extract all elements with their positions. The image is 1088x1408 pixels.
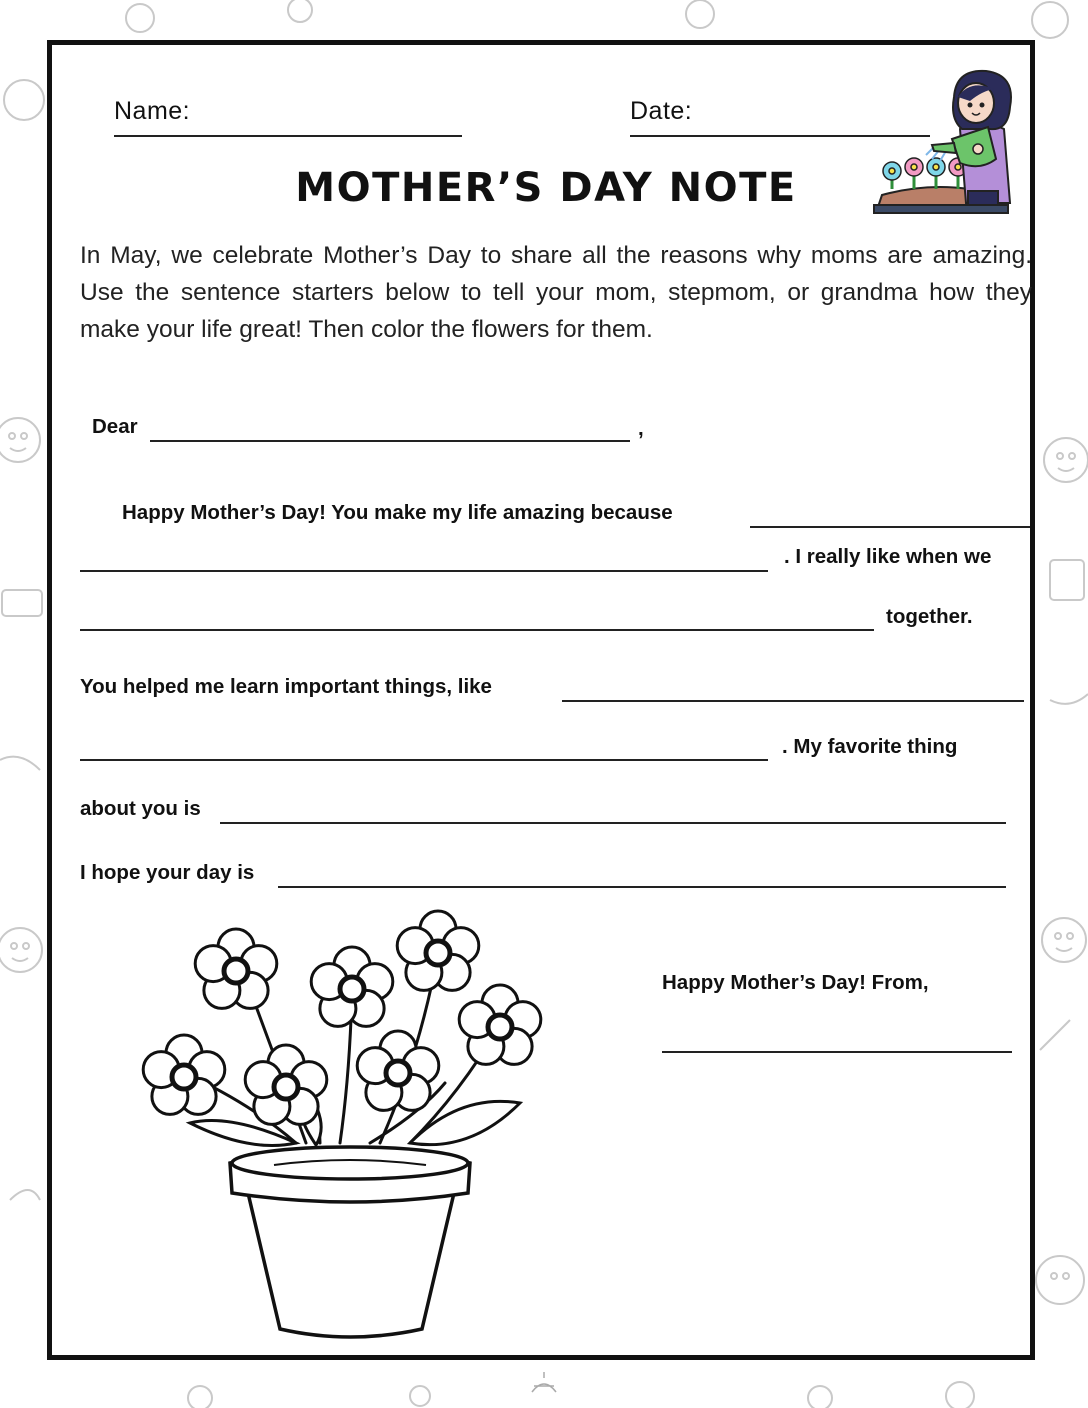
dear-comma: ,	[638, 417, 644, 440]
name-label: Name:	[114, 97, 191, 125]
amazing-because-label: Happy Mother’s Day! You make my life amazing because	[122, 501, 673, 524]
intro-paragraph: In May, we celebrate Mother’s Day to share all the reasons why moms are amazing. Use the sentence starters below to tell your mom, stepmom, or grandma how they make your life great! Then color the flowers for them.	[80, 242, 1032, 343]
signoff-text: Happy Mother’s Day! From,	[662, 971, 929, 994]
signoff-name-line[interactable]	[662, 1051, 1012, 1053]
brand-logo-icon	[524, 1370, 564, 1396]
dear-name-line[interactable]	[150, 440, 630, 442]
about-you-line[interactable]	[220, 822, 1006, 824]
hope-your-day-label: I hope your day is	[80, 861, 255, 884]
amazing-because-continued-line[interactable]	[80, 570, 768, 572]
hope-your-day-line[interactable]	[278, 886, 1006, 888]
about-you-label: about you is	[80, 797, 201, 820]
flower-pot-coloring-icon[interactable]	[120, 893, 570, 1353]
learn-things-label: You helped me learn important things, like	[80, 675, 492, 698]
name-field-line[interactable]	[114, 135, 462, 137]
page-title: MOTHER’S DAY NOTE	[295, 165, 797, 211]
together-line[interactable]	[80, 629, 874, 631]
amazing-because-line[interactable]	[750, 526, 1030, 528]
learn-things-line[interactable]	[562, 700, 1024, 702]
favorite-thing-label: . My favorite thing	[782, 735, 958, 758]
date-label: Date:	[630, 97, 693, 125]
dear-label: Dear	[92, 415, 138, 438]
learn-things-continued-line[interactable]	[80, 759, 768, 761]
together-label: together.	[886, 605, 973, 628]
really-like-label: . I really like when we	[784, 545, 992, 568]
worksheet-sheet	[47, 40, 1035, 1360]
